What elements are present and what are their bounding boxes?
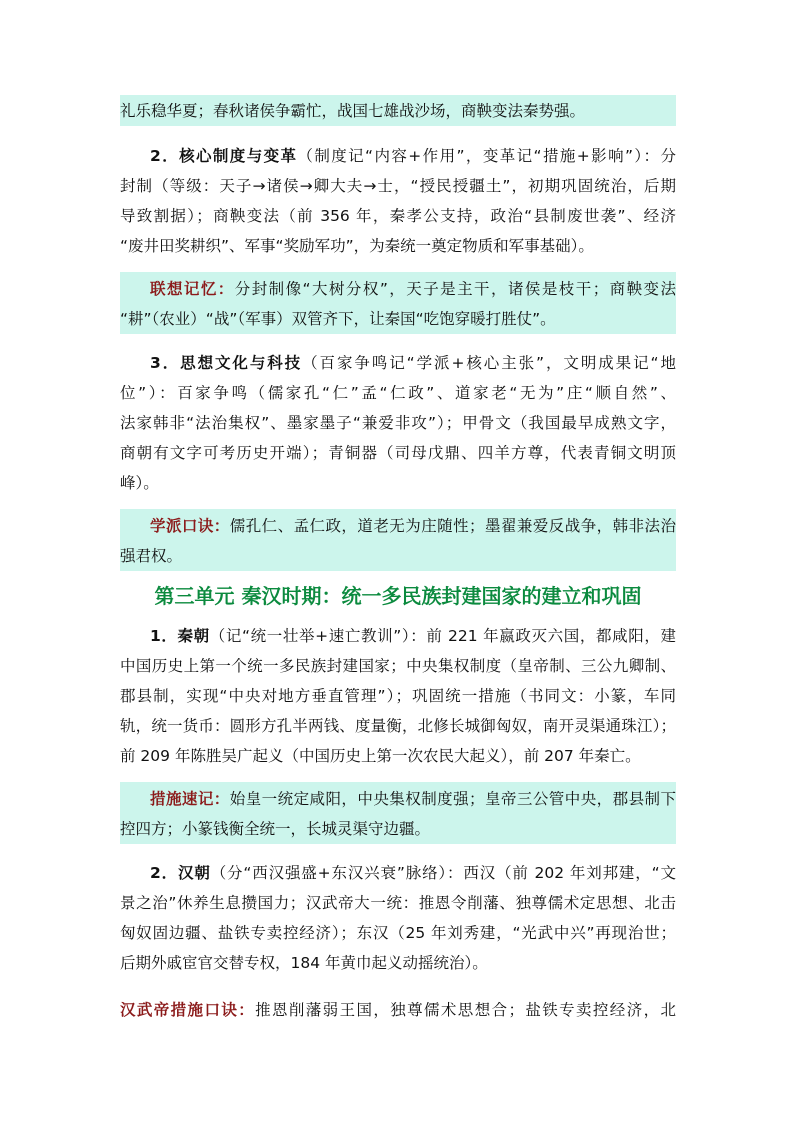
verse-line: 强君权。 [120,547,183,565]
paragraph-line: “废井田奖耕织”、军事“奖励军功”，为秦统一奠定物质和军事基础）。 [120,237,594,255]
paragraph-line: 导致割据）；商鞅变法（前 356 年，秦孝公支持，政治“县制废世袭”、经济 [120,207,676,225]
item-title: 秦朝 [177,627,210,645]
paragraph-line: 后期外戚宦官交替专权，184 年黄巾起义动摇统治）。 [120,954,488,972]
item-number: 3． [150,354,181,372]
item-text: （百家争鸣记“学派+核心主张”，文明成果记“地 [302,354,676,372]
paragraph-line: 匈奴固边疆、盐铁专卖控经济）；东汉（25 年刘秀建，“光武中兴”再现治世； [120,924,676,942]
paragraph-line: 封制（等级：天子→诸侯→卿大夫→士，“授民授疆土”，初期巩固统治，后期 [120,177,676,195]
paragraph-line: 轨，统一货币：圆形方孔半两钱、度量衡，北修长城御匈奴，南开灵渠通珠江）； [120,717,676,735]
item-title: 思想文化与科技 [180,354,303,372]
paragraph-line: 中国历史上第一个统一多民族封建国家；中央集权制度（皇帝制、三公九卿制、 [120,657,676,675]
paragraph-line: 前 209 年陈胜吴广起义（中国历史上第一次农民大起义），前 207 年秦亡。 [120,747,641,765]
paragraph-line [150,353,676,373]
memory-label: 联想记忆： [150,280,235,298]
paragraph-line: 景之治”休养生息攒国力；汉武帝大一统：推恩令削藩、独尊儒术定思想、北击 [120,894,676,912]
memory-line [150,279,676,299]
item-number: 2． [150,864,178,882]
item-number: 2． [150,147,180,165]
paragraph-line: 法家韩非“法治集权”、墨家墨子“兼爱非攻”）；甲骨文（我国最早成熟文字， [120,414,676,432]
emperor-wu-verse-line [120,1000,676,1020]
item-title: 汉朝 [177,864,211,882]
memory-text: 分封制像“大树分权”，天子是主干，诸侯是枝干；商鞅变法 [234,280,676,298]
emperor-wu-verse-text: 推恩削藩弱王国，独尊儒术思想合；盐铁专卖控经济，北 [255,1001,676,1019]
paragraph-line [150,626,676,646]
item-number: 1． [150,627,178,645]
verse-text: 儒孔仁、孟仁政，道老无为庄随性；墨翟兼爱反战争，韩非法治 [229,517,676,535]
verse-line: 礼乐稳华夏；春秋诸侯争霸忙，战国七雄战沙场，商鞅变法秦势强。 [120,102,586,120]
paragraph-line: 位”）：百家争鸣（儒家孔“仁”孟“仁政”、道家老“无为”庄“顺自然”、 [120,384,676,402]
measures-line: 控四方；小篆钱衡全统一，长城灵渠守边疆。 [120,820,431,838]
paragraph-line [150,146,676,166]
paragraph-line: 商朝有文字可考历史开端）；青铜器（司母戊鼎、四羊方尊，代表青铜文明顶 [120,444,676,462]
paragraph-line [150,863,676,883]
item-text: （制度记“内容+作用”，变革记“措施+影响”）：分 [297,147,676,165]
emperor-wu-verse-label: 汉武帝措施口诀： [120,1001,256,1019]
item-text: （记“统一壮举+速亡教训”）：前 221 年嬴政灭六国，都咸阳，建 [209,627,676,645]
unit-heading: 第三单元 秦汉时期：统一多民族封建国家的建立和巩固 [154,584,642,608]
item-title: 核心制度与变革 [179,147,298,165]
paragraph-line: 峰）。 [120,474,159,492]
measures-text: 始皇一统定咸阳，中央集权制度强；皇帝三公管中央，郡县制下 [229,790,676,808]
verse-label: 学派口诀： [150,517,230,535]
measures-line [150,789,676,809]
paragraph-line: 郡县制，实现“中央对地方垂直管理”）；巩固统一措施（书同文：小篆，车同 [120,687,676,705]
verse-line [150,516,676,536]
memory-line: “耕”（农业）“战”（军事）双管齐下，让秦国“吃饱穿暖打胜仗”。 [120,310,556,328]
item-text: （分“西汉强盛+东汉兴衰”脉络）：西汉（前 202 年刘邦建，“文 [210,864,676,882]
measures-label: 措施速记： [150,790,230,808]
